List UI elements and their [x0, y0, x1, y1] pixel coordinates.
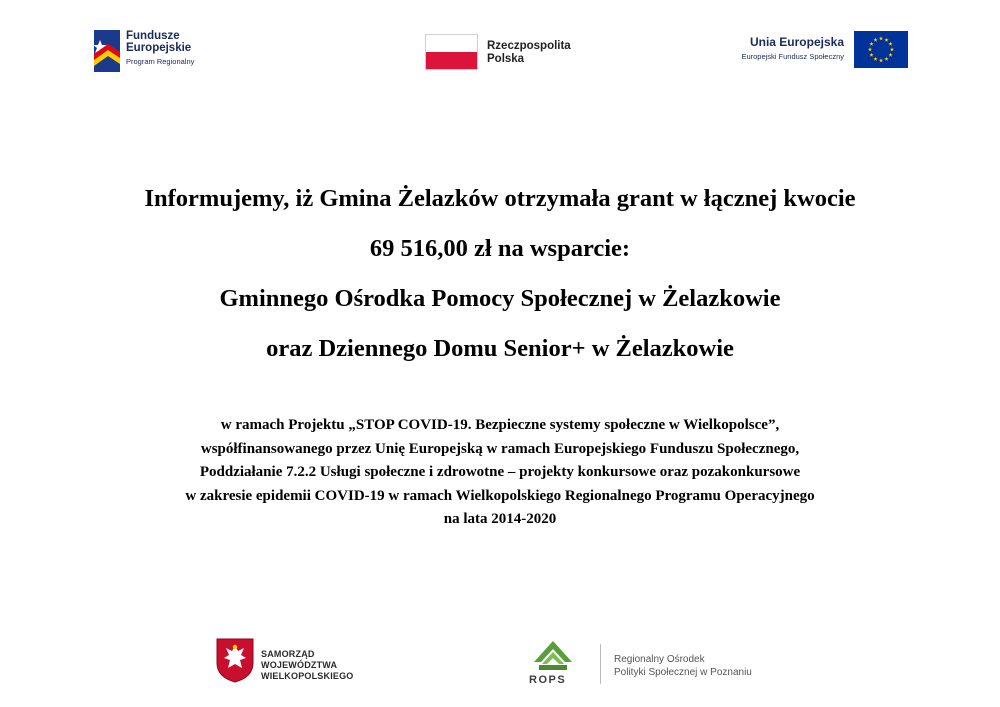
- samorzad-line2: WIELKOPOLSKIEGO: [261, 671, 354, 681]
- rzeczpospolita-polska-logo: [425, 34, 605, 74]
- unia-line2: Europejski Fundusz Społeczny: [741, 52, 844, 61]
- fundusze-line3: Program Regionalny: [126, 57, 195, 66]
- rops-label: ROPS: [529, 674, 567, 686]
- rops-line1: Regionalny Ośrodek: [614, 654, 705, 665]
- rops-logo: [525, 640, 585, 688]
- rops-full-name: [614, 653, 752, 679]
- project-description: [0, 414, 1000, 532]
- rops-emblem-icon: [531, 640, 575, 672]
- fundusze-line1: Fundusze: [126, 30, 180, 42]
- eu-flag-icon: [854, 31, 908, 68]
- samorzad-line1: SAMORZĄD WOJEWÓDZTWA: [261, 649, 338, 670]
- unia-europejska-logo: [728, 31, 918, 71]
- rzeczpospolita-line1: Rzeczpospolita: [487, 40, 571, 52]
- fundusze-line2: Europejskie: [126, 42, 192, 54]
- rops-divider: [600, 644, 601, 684]
- headline-line3: Gminnego Ośrodka Pomocy Społecznej w Żelazkowie: [219, 285, 781, 312]
- fundusze-europejskie-icon: [94, 30, 120, 72]
- headline-line2: 69 516,00 zł na wsparcie:: [369, 235, 631, 262]
- headline-line1: Informujemy, iż Gmina Żelazków otrzymała grant w łącznej kwocie: [144, 185, 856, 212]
- headline: [0, 174, 1000, 374]
- rops-line2: Polityki Społecznej w Poznaniu: [614, 667, 752, 678]
- polish-flag-icon: [425, 34, 478, 70]
- description-line1: w ramach Projektu „STOP COVID-19. Bezpieczne systemy społeczne w Wielkopolsce”,: [220, 417, 780, 433]
- unia-line1: Unia Europejska: [749, 35, 844, 49]
- rzeczpospolita-line2: Polska: [487, 53, 525, 65]
- description-line4: w zakresie epidemii COVID-19 w ramach Wielkopolskiego Regionalnego Programu Operacyjnego: [185, 487, 815, 504]
- description-line5: na lata 2014-2020: [443, 511, 557, 527]
- fundusze-europejskie-logo: [94, 28, 224, 74]
- description-line2: współfinansowanego przez Unię Europejską w ramach Europejskiego Funduszu Społecznego,: [200, 440, 800, 457]
- samorzad-wielkopolski-logo: [215, 637, 385, 685]
- description-line3: Poddziałanie 7.2.2 Usługi społeczne i zdrowotne – projekty konkursowe oraz pozakonkursowe: [199, 464, 801, 480]
- headline-line4: oraz Dziennego Domu Senior+ w Żelazkowie: [266, 335, 734, 362]
- coat-of-arms-icon: [215, 637, 255, 683]
